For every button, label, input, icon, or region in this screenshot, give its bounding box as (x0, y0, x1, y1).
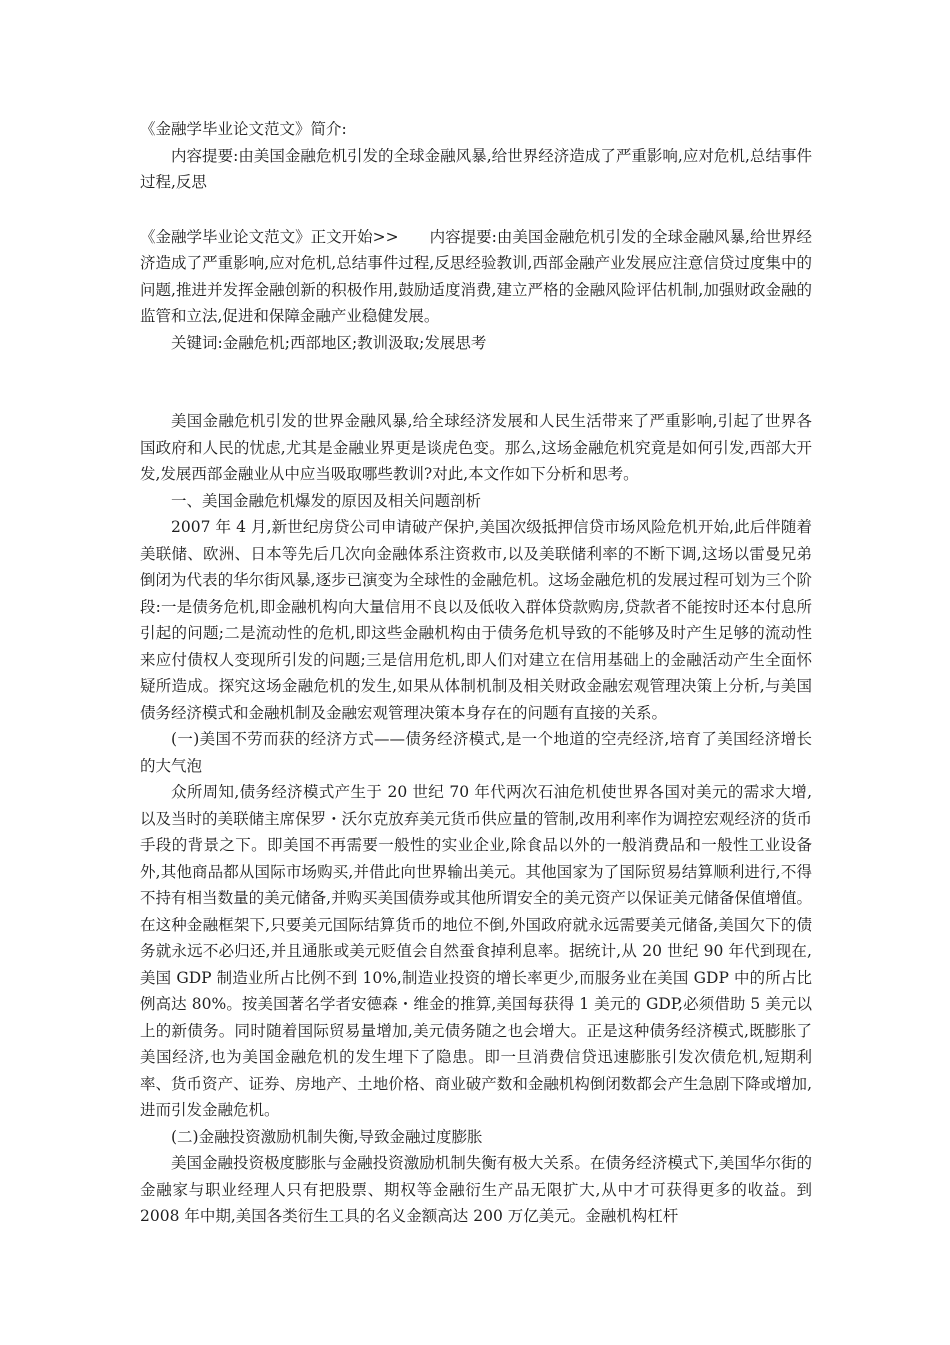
intro-heading: 《金融学毕业论文范文》简介: (140, 120, 347, 138)
main-opening-paragraph: 《金融学毕业论文范文》正文开始>> 内容提要:由美国金融危机引发的全球金融风暴,给世界经济造成了严重影响,应对危机,总结事件过程,反思经验教训,西部金融产业发展应注意信贷过度集中的问题,推进并发挥金融创新的积极作用,鼓励适度消费,建立严格的金融风险评估机制,加强财政金融的监管和立法,促进和保障金融产业稳健发展。 (140, 227, 812, 325)
body-paragraph-2: 2007 年 4 月,新世纪房贷公司申请破产保护,美国次级抵押信贷市场风险危机开始,此后伴随着美联储、欧洲、日本等先后几次向金融体系注资救市,以及美联储利率的不断下调,这场以雷曼兄弟倒闭为代表的华尔街风暴,逐步已演变为全球性的金融危机。这场金融危机的发展过程可划为三个阶段:一是债务危机,即金融机构向大量信用不良以及低收入群体贷款购房,贷款者不能按时还本付息所引起的问题;二是流动性的危机,即这些金融机构由于债务危机导致的不能够及时产生足够的流动性来应付债权人变现所引发的问题;三是信用危机,即人们对建立在信用基础上的金融活动产生全面怀疑所造成。探究这场金融危机的发生,如果从体制机制及相关财政金融宏观管理决策上分析,与美国债务经济模式和金融机制及金融宏观管理决策本身存在的问题有直接的关系。 (140, 518, 812, 722)
body-paragraph-3: 众所周知,债务经济模式产生于 20 世纪 70 年代两次石油危机使世界各国对美元的需求大增,以及当时的美联储主席保罗・沃尔克放弃美元货币供应量的管制,改用利率作为调控宏观经济的货币手段的背景之下。即美国不再需要一般性的实业企业,除食品以外的一般消费品和一般性工业设备外,其他商品都从国际市场购买,并借此向世界输出美元。其他国家为了国际贸易结算顺利进行,不得不持有相当数量的美元储备,并购买美国债券或其他所谓安全的美元资产以保证美元储备保值增值。在这种金融框架下,只要美元国际结算货币的地位不倒,外国政府就永远需要美元储备,美国欠下的债务就永远不必归还,并且通胀或美元贬值会自然蚕食掉利息率。据统计,从 20 世纪 90 年代到现在,美国 GDP 制造业所占比例不到 10%,制造业投资的增长率更少,而服务业在美国 GDP 中的所占比例高达 80%。按美国著名学者安德森・维金的推算,美国每获得 1 美元的 GDP,必须借助 5 美元以上的新债务。同时随着国际贸易量增加,美元债务随之也会增大。正是这种债务经济模式,既膨胀了美国经济,也为美国金融危机的发生埋下了隐患。即一旦消费信贷迅速膨胀引发次债危机,短期利率、货币资产、证券、房地产、土地价格、商业破产数和金融机构倒闭数都会产生急剧下降或增加,进而引发金融危机。 (140, 783, 812, 1119)
subsection-heading-2: (二)金融投资激励机制失衡,导致金融过度膨胀 (171, 1127, 483, 1146)
spacer (140, 356, 812, 408)
intro-summary: 内容提要:由美国金融危机引发的全球金融风暴,给世界经济造成了严重影响,应对危机,总结事件过程,反思 (140, 146, 812, 191)
body-paragraph-4: 美国金融投资极度膨胀与金融投资激励机制失衡有极大关系。在债务经济模式下,美国华尔街的金融家与职业经理人只有把股票、期权等金融衍生产品无限扩大,从中才可获得更多的收益。到 2008 年中期,美国各类衍生工具的名义金额高达 200 万亿美元。金融机构杠杆 (140, 1154, 812, 1225)
spacer (140, 196, 812, 224)
subsection-heading-1: (一)美国不劳而获的经济方式——债务经济模式,是一个地道的空壳经济,培育了美国经济增长的大气泡 (140, 730, 812, 775)
body-paragraph-1: 美国金融危机引发的世界金融风暴,给全球经济发展和人民生活带来了严重影响,引起了世界各国政府和人民的忧虑,尤其是金融业界更是谈虎色变。那么,这场金融危机究竟是如何引发,西部大开发,发展西部金融业从中应当吸取哪些教训?对此,本文作如下分析和思考。 (140, 412, 812, 483)
keywords: 关键词:金融危机;西部地区;教训汲取;发展思考 (171, 333, 487, 352)
section-heading-1: 一、美国金融危机爆发的原因及相关问题剖析 (171, 491, 482, 510)
